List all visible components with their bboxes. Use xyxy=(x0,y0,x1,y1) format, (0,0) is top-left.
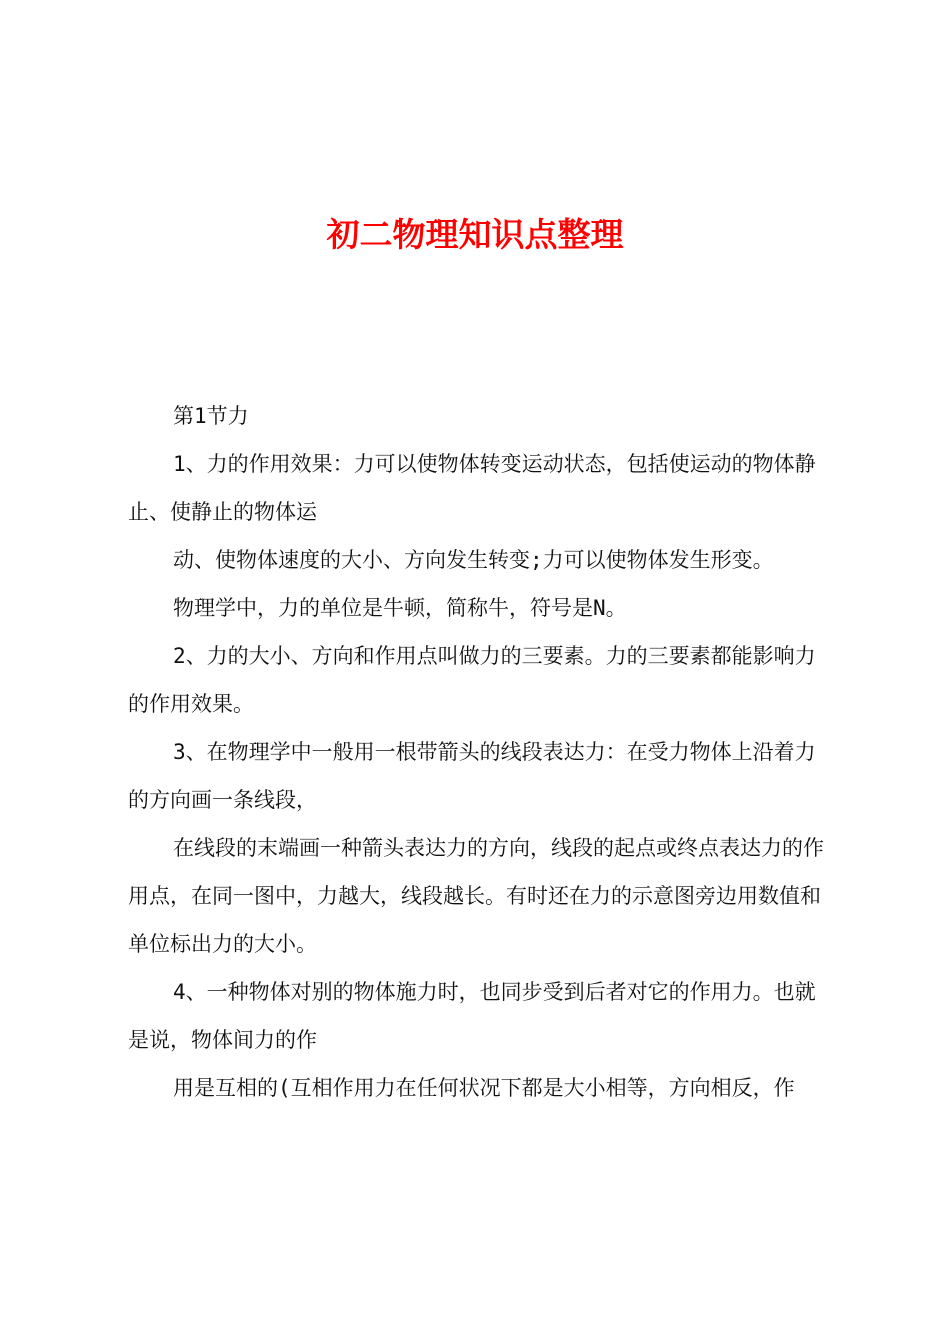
paragraph-3: 3、在物理学中一般用一根带箭头的线段表达力：在受力物体上沿着力的方向画一条线段， xyxy=(128,740,816,812)
document-body xyxy=(128,392,832,1112)
paragraph-1: 1、力的作用效果：力可以使物体转变运动状态，包括使运动的物体静止、使静止的物体运 xyxy=(128,452,816,524)
paragraph-4: 4、一种物体对别的物体施力时，也同步受到后者对它的作用力。也就是说，物体间力的作 xyxy=(128,980,816,1052)
paragraph-1-continued: 动、使物体速度的大小、方向发生转变;力可以使物体发生形变。 xyxy=(173,548,774,572)
paragraph-3-continued: 在线段的末端画一种箭头表达力的方向，线段的起点或终点表达力的作用点，在同一图中，力越大，线段越长。有时还在力的示意图旁边用数值和单位标出力的大小。 xyxy=(128,836,824,956)
paragraph-2: 2、力的大小、方向和作用点叫做力的三要素。力的三要素都能影响力的作用效果。 xyxy=(128,644,816,716)
paragraph-unit: 物理学中，力的单位是牛顿，简称牛，符号是N。 xyxy=(173,596,627,620)
document-title: 初二物理知识点整理 xyxy=(326,215,624,254)
paragraph-section-heading: 第1节力 xyxy=(173,404,249,428)
paragraph-4-continued: 用是互相的(互相作用力在任何状况下都是大小相等，方向相反，作 xyxy=(173,1076,795,1100)
